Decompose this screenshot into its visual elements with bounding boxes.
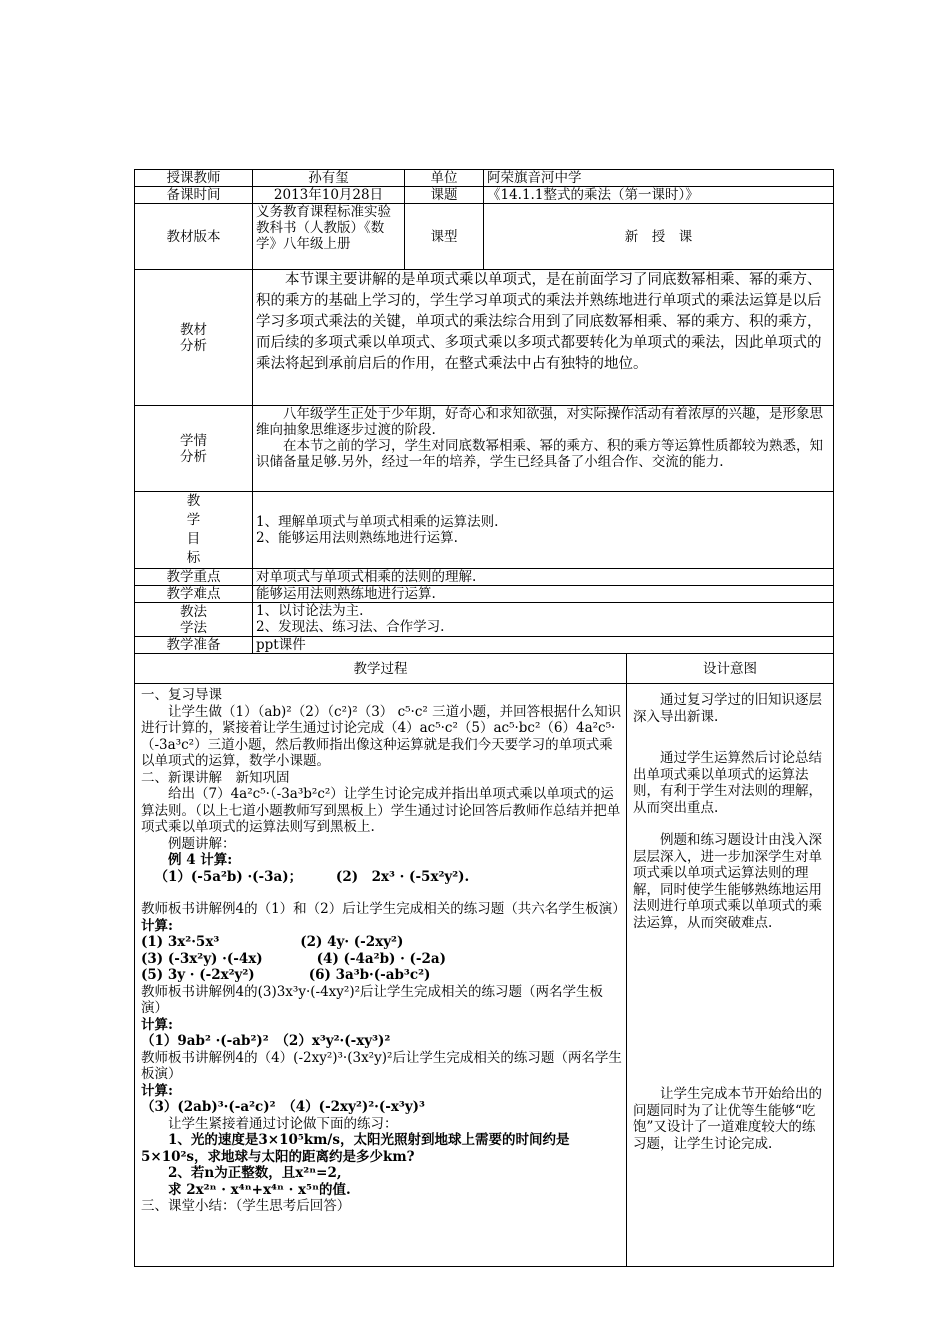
section-3-title: 三、课堂小结：（学生思考后回答） [141,1198,351,1214]
row-date [135,187,834,204]
calc-label-2: 计算: [141,1016,173,1033]
goals-label-char: 教 [186,493,201,509]
row-student-analysis [135,406,834,492]
design-intent-4: 让学生完成本节开始给出的问题同时为了让优等生能够“吃饱”又设计了一道难度较大的练习题，让学生讨论完成. [633,1086,822,1152]
student-label-line-2: 分析 [180,448,207,465]
calc-row-4: （1）9ab² ·(-ab²)² （2）x³y²·(-xy³)² [141,1033,391,1049]
goals-label-char: 目 [186,531,201,547]
student-label-line-1: 学情 [180,432,207,449]
student-analysis-text [253,406,834,492]
practice-intro: 让学生紧接着通过讨论做下面的练习： [168,1115,398,1132]
calc-row-2: (3) (-3x²y) ·(-4x) (4) (-4a²b) · (-2a) [141,950,447,967]
practice-question-2: 2、若n为正整数，且x²ⁿ=2, [168,1165,342,1181]
process-header-right: 设计意图 [627,654,834,684]
design-intent-3: 例题和练习题设计由浅入深层层深入，进一步加深学生对单项式乘以单项式运算法则的理解，同时使学生能够熟练地运用法则进行单项式乘以单项式的乘法运算，从而突破难点. [633,832,822,931]
design-intent-1: 通过复习学过的旧知识逐层深入导出新课. [633,692,822,725]
row-teacher [135,170,834,187]
material-paragraph: 本节课主要讲解的是单项式乘以单项式，是在前面学习了同底数幂相乘、幂的乘方、积的乘方的基础上学习的，学生学习单项式的乘法并熟练地进行单项式的乘法运算是以后学习多项式乘法的关键，单项式的乘法综合用到了同底数幂相乘、幂的乘方、积的乘方，而后续的多项式乘以单项式、多项式乘以多项式都要转化为单项式的乘法，因此单项式的乘法将起到承前启后的作用，在整式乘法中占有独特的地位。 [256,272,822,372]
process-header-left: 教学过程 [135,654,627,684]
type-value: 新 授 课 [484,204,834,270]
row-process-body [135,684,834,1267]
teacher-value: 孙有玺 [253,170,405,187]
student-paragraph-1: 八年级学生正处于少年期，好奇心和求知欲强，对实际操作活动有着浓厚的兴趣，是形象思维向抽象思维逐步过渡的阶段. [256,406,823,438]
method-item-2: 2、发现法、练习法、合作学习. [256,619,445,635]
edition-label: 教材版本 [135,204,253,270]
type-label: 课型 [405,204,484,270]
board-note-1: 教师板书讲解例4的（1）和（2）后让学生完成相关的练习题（共六名学生板演） [141,901,626,917]
row-focus [135,569,834,586]
material-label-line-2: 分析 [180,337,207,354]
unit-value: 阿荣旗音河中学 [484,170,834,187]
design-intent-column [627,684,834,1267]
row-difficulty [135,586,834,603]
row-goals [135,492,834,569]
calc-row-5: （3）(2ab)³·(-a²c)² （4）(-2xy²)²·(-x³y)³ [141,1099,425,1115]
student-analysis-label [135,406,253,492]
practice-question-1: 1、光的速度是3×10⁵km/s，太阳光照射到地球上需要的时间约是5×10²s，求地球与太阳的距离约是多少km? [141,1132,570,1165]
topic-value: 《14.1.1整式的乘法（第一课时）》 [484,187,834,204]
calc-label-1: 计算: [141,917,173,934]
lesson-plan-document [134,169,833,1267]
calc-row-1: (1) 3x²·5x³ (2) 4y· (-2xy²) [141,934,404,950]
difficulty-label: 教学难点 [135,586,253,603]
row-edition [135,204,834,270]
lesson-plan-table [134,169,834,1267]
goals-label-char: 标 [186,550,201,566]
section-2-title: 二、新课讲解 新知巩固 [141,769,290,786]
spacer [141,885,622,901]
method-item-1: 1、以讨论法为主. [256,603,364,619]
section-1-title: 一、复习导课 [141,687,222,703]
material-label-line-1: 教材 [180,321,207,338]
material-analysis-label [135,270,253,406]
board-note-2: 教师板书讲解例4的(3)3x³y·(-4xy²)²后让学生完成相关的练习题（两名学生板演） [141,983,603,1016]
focus-value: 对单项式与单项式相乘的法则的理解. [253,569,834,586]
methods-value [253,603,834,637]
goal-item-1: 1、理解单项式与单项式相乘的运算法则. [256,514,499,530]
date-value: 2013年10月28日 [253,187,405,204]
prep-value: ppt课件 [253,637,834,654]
focus-label: 教学重点 [135,569,253,586]
example-items: （1）(-5a²b) ·(-3a)； (2) 2x³ · (-5x²y²). [154,868,470,885]
goals-label [135,492,253,569]
prep-label: 教学准备 [135,637,253,654]
practice-question-2-expr: 求 2x²ⁿ · x⁴ⁿ+x⁴ⁿ · x⁵ⁿ的值. [168,1181,351,1198]
board-note-3: 教师板书讲解例4的（4）(-2xy²)³·(3x²y)²后让学生完成相关的练习题（两名学生板演） [141,1049,622,1082]
methods-label-line-2: 学法 [180,619,207,636]
topic-label: 课题 [405,187,484,204]
row-prep [135,637,834,654]
calc-label-3: 计算: [141,1082,173,1099]
row-process-header [135,654,834,684]
goals-text [253,492,834,569]
teacher-label: 授课教师 [135,170,253,187]
unit-label: 单位 [405,170,484,187]
example-title: 例 4 计算: [168,852,233,868]
goal-item-2: 2、能够运用法则熟练地进行运算. [256,530,458,546]
section-1-paragraph: 让学生做（1）（ab)²（2）（c²)²（3） c⁵·c² 三道小题，并回答根据什么知识进行计算的，紧接着让学生通过讨论完成（4）ac⁵·c²（5）ac⁵·bc²（6）4a²c⁵·（-3a³c²）三道小题，然后教师指出像这种运算就是我们今天要学习的单项式乘以单项式的运算，数学小课题。 [141,703,622,769]
row-material-analysis [135,270,834,406]
methods-label [135,603,253,637]
difficulty-value: 能够运用法则熟练地进行运算. [253,586,834,603]
section-2-paragraph: 给出（7）4a²c⁵·（-3a³b²c²）让学生讨论完成并指出单项式乘以单项式的运算法则。（以上七道小题教师写到黑板上）学生通过讨论回答后教师作总结并把单项式乘以单项式的运算法则写到黑板上. [141,786,621,835]
date-label: 备课时间 [135,187,253,204]
design-intent-2: 通过学生运算然后讨论总结出单项式乘以单项式的运算法则，有利于学生对法则的理解，从而突出重点. [633,750,822,816]
row-methods [135,603,834,637]
goals-label-char: 学 [186,512,201,528]
process-content [135,684,627,1267]
calc-row-3: (5) 3y · (-2x²y²) (6) 3a³b·(-ab³c²) [141,967,431,983]
methods-label-line-1: 教法 [180,603,207,620]
example-intro: 例题讲解： [168,835,236,852]
edition-value: 义务教育课程标准实验教科书（人教版）《数学》八年级上册 [253,204,405,270]
student-paragraph-2: 在本节之前的学习，学生对同底数幂相乘、幂的乘方、积的乘方等运算性质都较为熟悉，知识储备量足够.另外，经过一年的培养，学生已经具备了小组合作、交流的能力. [256,438,823,470]
material-analysis-text [253,270,834,406]
